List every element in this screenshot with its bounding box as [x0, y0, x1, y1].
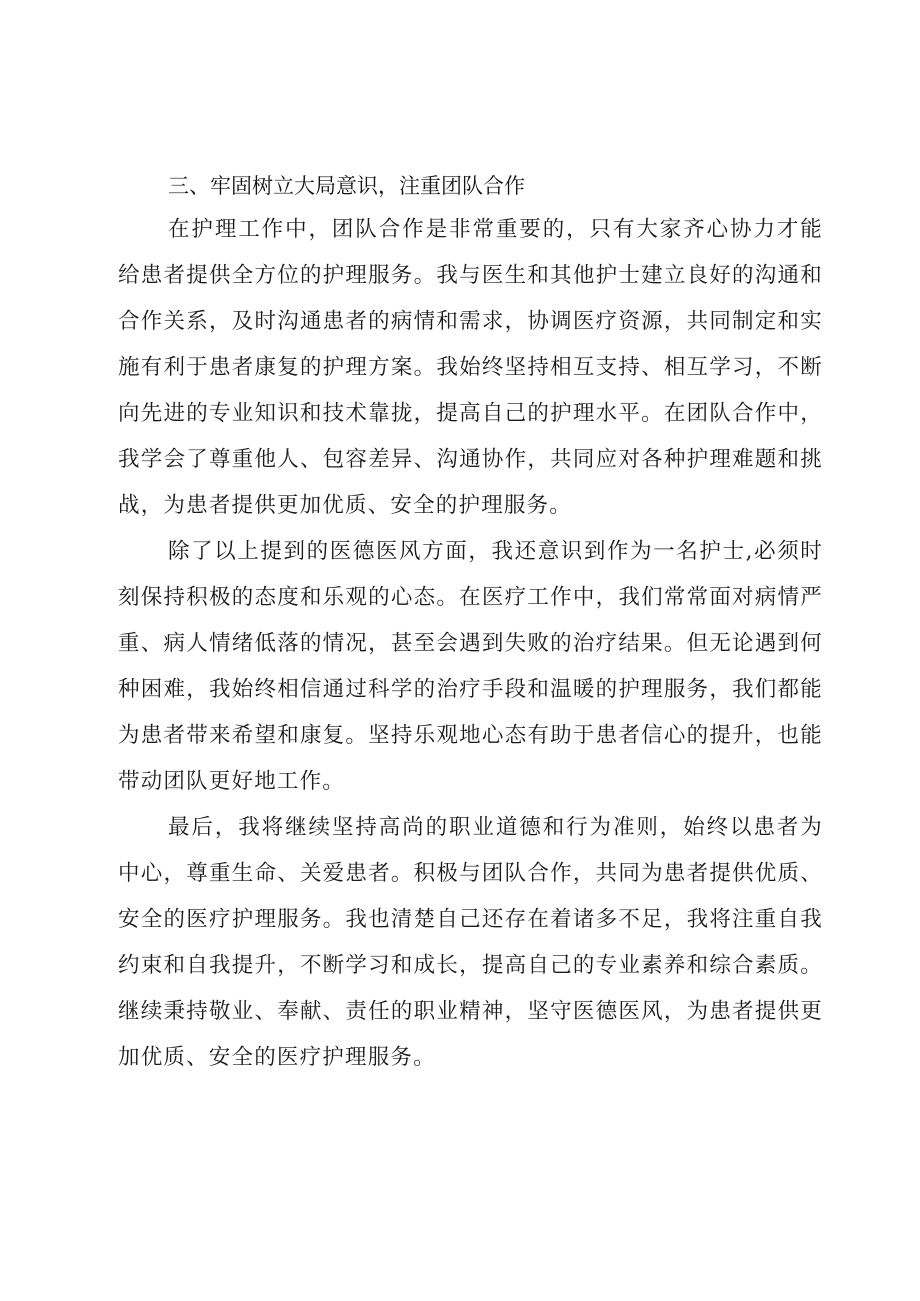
- section-heading: 三、牢固树立大局意识，注重团队合作: [168, 174, 525, 198]
- paragraph-attitude: 除了以上提到的医德医风方面，我还意识到作为一名护士,必须时刻保持积极的态度和乐观的心态。在医疗工作中，我们常常面对病情严重、病人情绪低落的情况，甚至会遇到失败的治疗结果。但无论遇到何种困难，我始终相信通过科学的治疗手段和温暖的护理服务，我们都能为患者带来希望和康复。坚持乐观地心态有助于患者信心的提升，也能带动团队更好地工作。: [118, 539, 823, 794]
- document-body: [118, 170, 823, 1081]
- paragraph-conclusion: 最后，我将继续坚持高尚的职业道德和行为准则，始终以患者为中心，尊重生命、关爱患者。积极与团队合作，共同为患者提供优质、安全的医疗护理服务。我也清楚自己还存在着诸多不足，我将注重自我约束和自我提升，不断学习和成长，提高自己的专业素养和综合素质。继续秉持敬业、奉献、责任的职业精神，坚守医德医风，为患者提供更加优质、安全的医疗护理服务。: [118, 815, 823, 1070]
- paragraph-teamwork: 在护理工作中，团队合作是非常重要的，只有大家齐心协力才能给患者提供全方位的护理服务。我与医生和其他护士建立良好的沟通和合作关系，及时沟通患者的病情和需求，协调医疗资源，共同制定和实施有利于患者康复的护理方案。我始终坚持相互支持、相互学习，不断向先进的专业知识和技术靠拢，提高自己的护理水平。在团队合作中，我学会了尊重他人、包容差异、沟通协作，共同应对各种护理难题和挑战，为患者提供更加优质、安全的护理服务。: [118, 217, 823, 518]
